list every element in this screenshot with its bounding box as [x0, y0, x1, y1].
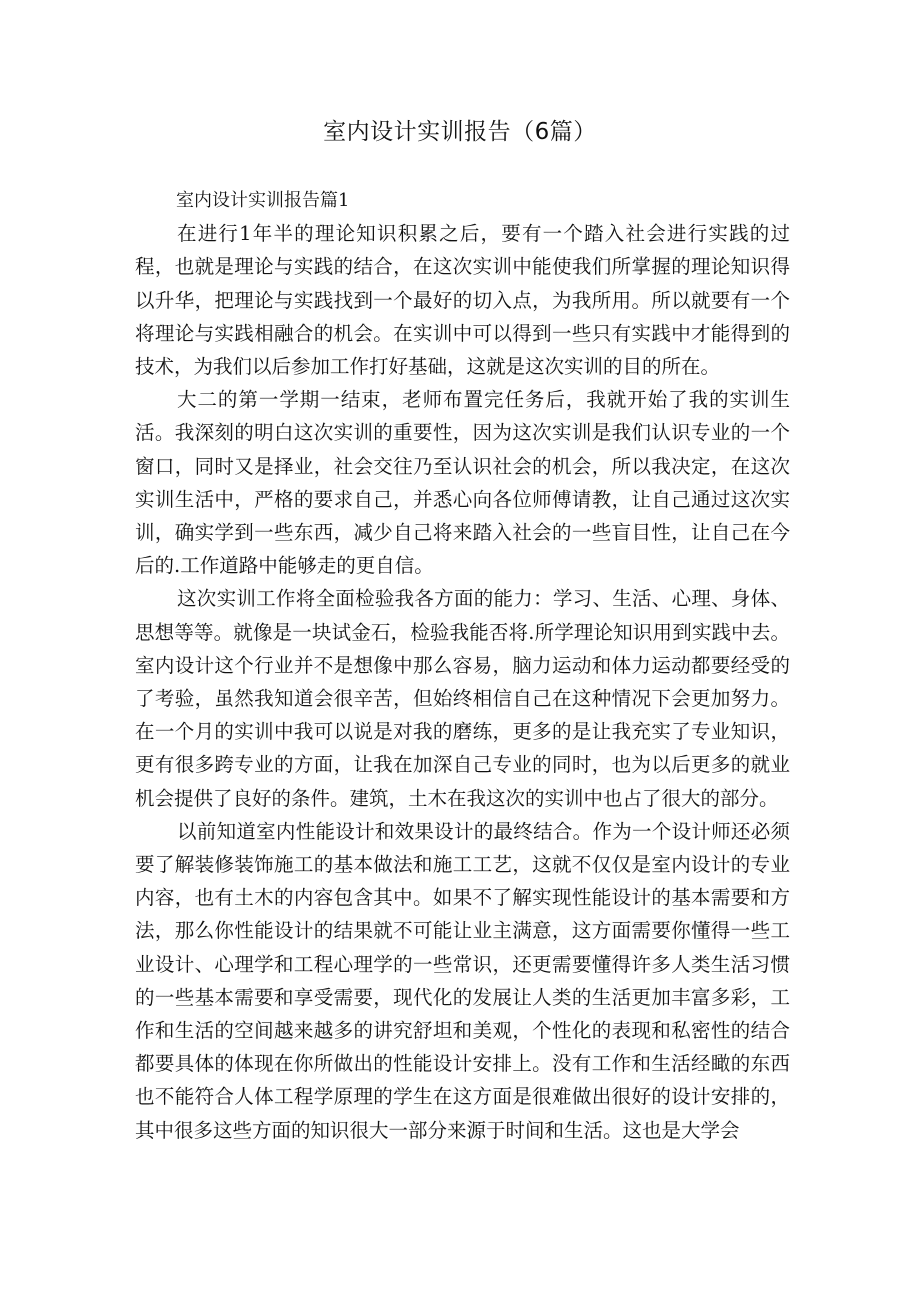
paragraph-1: 在进行1年半的理论知识积累之后，要有一个踏入社会进行实践的过程，也就是理论与实践的结合，在这次实训中能使我们所掌握的理论知识得以升华，把理论与实践找到一个最好的切入点，为我所用。所以就要有一个将理论与实践相融合的机会。在实训中可以得到一些只有实践中才能得到的技术，为我们以后参加工作打好基础，这就是这次实训的目的所在。 [135, 222, 790, 379]
document-title: 室内设计实训报告（6篇） [323, 119, 597, 145]
document-body [135, 184, 790, 1147]
paragraph-3: 这次实训工作将全面检验我各方面的能力：学习、生活、心理、身体、思想等等。就像是一块试金石，检验我能否将.所学理论知识用到实践中去。室内设计这个行业并不是想像中那么容易，脑力运动和体力运动都要经受的了考验，虽然我知道会很辛苦，但始终相信自己在这种情况下会更加努力。在一个月的实训中我可以说是对我的磨练，更多的是让我充实了专业知识，更有很多跨专业的方面，让我在加深自己专业的同时，也为以后更多的就业机会提供了良好的条件。建筑，土木在我这次的实训中也占了很大的部分。 [135, 587, 790, 810]
section-heading: 室内设计实训报告篇1 [176, 190, 350, 211]
paragraph-4: 以前知道室内性能设计和效果设计的最终结合。作为一个设计师还必须要了解装修装饰施工的基本做法和施工工艺，这就不仅仅是室内设计的专业内容，也有土木的内容包含其中。如果不了解实现性能设计的基本需要和方法，那么你性能设计的结果就不可能让业主满意，这方面需要你懂得一些工业设计、心理学和工程心理学的一些常识，还更需要懂得许多人类生活习惯的一些基本需要和享受需要，现代化的发展让人类的生活更加丰富多彩，工作和生活的空间越来越多的讲究舒坦和美观，个性化的表现和私密性的结合都要具体的体现在你所做出的性能设计安排上。没有工作和生活经瞰的东西也不能符合人体工程学原理的学生在这方面是很难做出很好的设计安排的，其中很多这些方面的知识很大一部分来源于时间和生活。这也是大学会 [135, 819, 790, 1142]
paragraph-2: 大二的第一学期一结束，老师布置完任务后，我就开始了我的实训生活。我深刻的明白这次实训的重要性，因为这次实训是我们认识专业的一个窗口，同时又是择业，社会交往乃至认识社会的机会，所以我决定，在这次实训生活中，严格的要求自己，并悉心向各位师傅请教，让自己通过这次实训，确实学到一些东西，减少自己将来踏入社会的一些盲目性，让自己在今后的.工作道路中能够走的更自信。 [135, 388, 790, 578]
